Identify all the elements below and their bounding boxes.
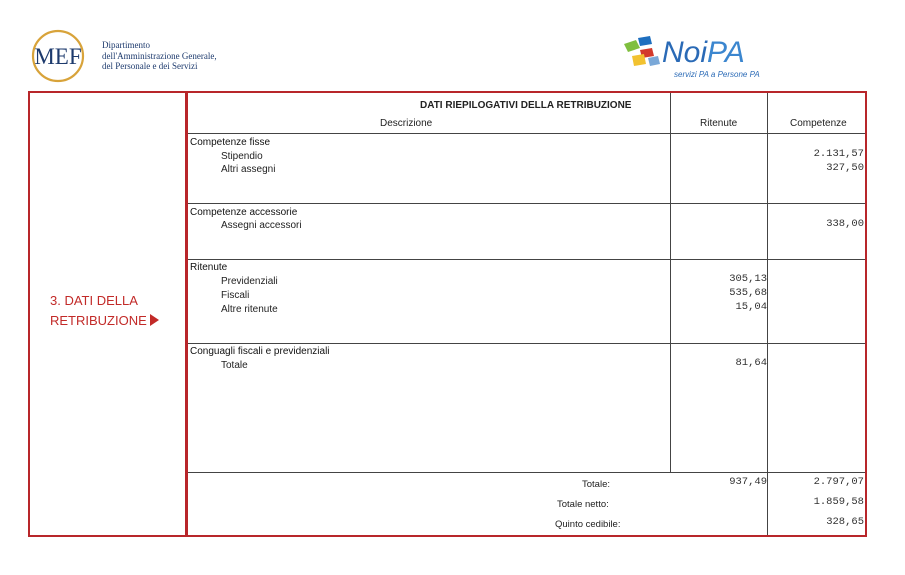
noipa-noi: Noi xyxy=(662,36,708,69)
row-ritenute-previdenziali: 305,13 xyxy=(729,273,767,285)
quinto-cedibile-value: 328,65 xyxy=(826,516,864,528)
row-ritenute-conguagli-totale: 81,64 xyxy=(735,357,767,369)
row-competenze-stipendio: 2.131,57 xyxy=(813,148,864,160)
totale-netto-value: 1.859,58 xyxy=(813,496,864,508)
totale-label: Totale: xyxy=(582,479,610,490)
totale-competenze: 2.797,07 xyxy=(813,476,864,488)
section-divider-2 xyxy=(188,259,865,260)
row-ritenute-fiscali: 535,68 xyxy=(729,287,767,299)
totals-divider xyxy=(188,472,865,473)
row-label-stipendio: Stipendio xyxy=(221,151,263,162)
department-name xyxy=(102,40,217,72)
section-label xyxy=(40,291,190,331)
section-title-conguagli: Conguagli fiscali e previdenziali xyxy=(190,346,330,357)
col-header-ritenute: Ritenute xyxy=(700,118,738,129)
noipa-pa: PA xyxy=(707,36,745,69)
totale-ritenute: 937,49 xyxy=(729,476,767,488)
mef-logo xyxy=(28,28,88,84)
section-title-competenze-fisse: Competenze fisse xyxy=(190,137,271,148)
logo-shape-blue xyxy=(638,36,652,46)
row-competenze-altri-assegni: 327,50 xyxy=(826,162,864,174)
row-ritenute-altre-ritenute: 15,04 xyxy=(735,301,767,313)
dept-line-3: del Personale e dei Servizi xyxy=(102,61,198,71)
section-divider-3 xyxy=(188,343,865,344)
row-label-assegni-accessori: Assegni accessori xyxy=(221,220,302,231)
section-label-line-2: RETRIBUZIONE xyxy=(50,313,147,328)
arrow-right-icon xyxy=(150,314,159,326)
dept-line-1: Dipartimento xyxy=(102,40,150,50)
dept-line-2: dell'Amministrazione Generale, xyxy=(102,50,217,61)
row-label-altre-ritenute: Altre ritenute xyxy=(221,304,278,315)
section-title-competenze-accessorie: Competenze accessorie xyxy=(190,207,298,218)
row-label-previdenziali: Previdenziali xyxy=(221,276,278,287)
table-title: DATI RIEPILOGATIVI DELLA RETRIBUZIONE xyxy=(420,100,632,111)
noipa-tagline: servizi PA a Persone PA xyxy=(674,70,760,79)
header-divider xyxy=(188,133,865,134)
col-divider-ritenute xyxy=(670,93,671,473)
logo-shape-lightblue xyxy=(648,56,660,66)
section-divider-1 xyxy=(188,203,865,204)
col-divider-competenze xyxy=(767,93,768,535)
col-header-descrizione: Descrizione xyxy=(380,118,433,129)
svg-text:NoiPA xyxy=(662,36,745,69)
row-competenze-assegni-accessori: 338,00 xyxy=(826,218,864,230)
col-header-competenze: Competenze xyxy=(790,118,847,129)
noipa-logo xyxy=(622,34,792,86)
row-label-altri-assegni: Altri assegni xyxy=(221,164,276,175)
section-title-ritenute: Ritenute xyxy=(190,262,228,273)
quinto-cedibile-label: Quinto cedibile: xyxy=(555,519,621,530)
section-frame-table xyxy=(186,91,867,537)
row-label-conguagli-totale: Totale xyxy=(221,360,248,371)
logo-shape-yellow xyxy=(632,54,646,66)
totale-netto-label: Totale netto: xyxy=(557,499,609,510)
mef-logo-text: MEF xyxy=(34,44,82,69)
row-label-fiscali: Fiscali xyxy=(221,290,250,301)
section-label-line-1: 3. DATI DELLA xyxy=(50,293,138,308)
logo-shape-green xyxy=(624,40,640,52)
